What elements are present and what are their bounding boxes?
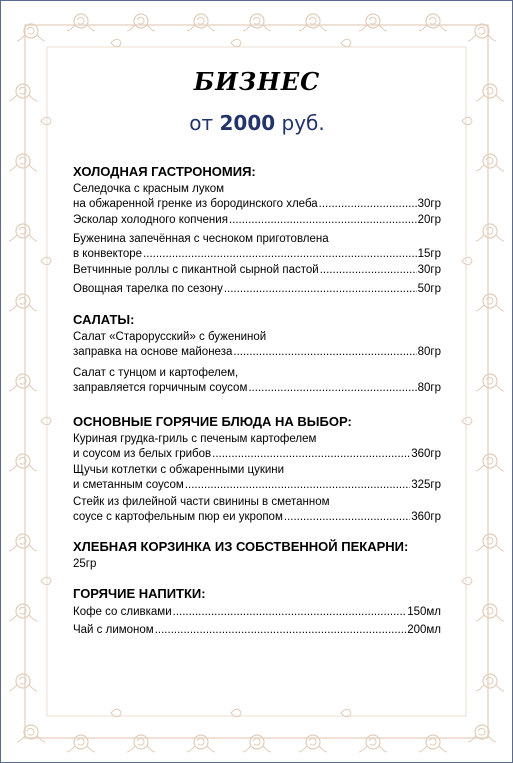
section-title-hot-drinks: ГОРЯЧИЕ НАПИТКИ: — [73, 586, 206, 601]
menu-item — [73, 213, 441, 228]
item-amount: 150мл — [407, 606, 441, 618]
item-amount: 80гр — [417, 382, 441, 394]
item-amount: 325гр — [411, 479, 441, 491]
section-title-cold: ХОЛОДНАЯ ГАСТРОНОМИЯ: — [73, 164, 256, 179]
menu-item — [73, 263, 441, 278]
menu-price — [73, 111, 441, 135]
section-title-hot-mains: ОСНОВНЫЕ ГОРЯЧИЕ БЛЮДА НА ВЫБОР: — [73, 414, 352, 429]
item-line2: Ветчинные роллы с пикантной сырной пастой — [73, 264, 319, 276]
item-line2: соусе с картофельным пюр еи укропом — [73, 511, 283, 523]
item-line2: Овощная тарелка по сезону — [73, 283, 223, 295]
item-amount: 15гр — [417, 248, 441, 260]
menu-item — [73, 432, 441, 462]
menu-title: БИЗНЕС — [193, 67, 321, 96]
menu-item — [73, 463, 441, 493]
item-amount: 20гр — [417, 214, 441, 226]
item-amount: 200мл — [407, 624, 441, 636]
menu-item — [73, 495, 441, 525]
menu-item — [73, 366, 441, 396]
dot-leader — [248, 381, 416, 396]
item-line2: заправка на основе майонеза — [73, 346, 233, 358]
dot-leader — [155, 623, 406, 638]
menu-item — [73, 330, 441, 360]
item-line2: Эсколар холодного копчения — [73, 214, 228, 226]
item-amount: 30гр — [417, 264, 441, 276]
dot-leader — [233, 345, 416, 360]
menu-item — [73, 282, 441, 297]
price-prefix: от — [189, 111, 220, 135]
item-amount: 50гр — [417, 283, 441, 295]
item-line2: и соусом из белых грибов — [73, 448, 212, 460]
section-title-bread: ХЛЕБНАЯ КОРЗИНКА ИЗ СОБСТВЕННОЙ ПЕКАРНИ: — [73, 539, 409, 554]
dot-leader — [284, 510, 410, 525]
item-amount: 30гр — [417, 198, 441, 210]
item-amount: 360гр — [411, 511, 441, 523]
dot-leader — [185, 478, 410, 493]
dot-leader — [320, 263, 417, 278]
menu-item — [73, 232, 441, 262]
dot-leader — [173, 605, 407, 620]
item-line2: заправляется горчичным соусом — [73, 382, 248, 394]
item-line1: Буженина запечённая с чесноком приготовлена — [73, 233, 329, 245]
dot-leader — [143, 247, 417, 262]
dot-leader — [319, 197, 417, 212]
menu-item — [73, 623, 441, 638]
item-line2: Кофе со сливками — [73, 606, 172, 618]
item-line1: Салат «Старорусский» с бужениной — [73, 331, 267, 343]
menu-item — [73, 605, 441, 620]
item-line2: Чай с лимоном — [73, 624, 154, 636]
price-value: 2000 — [219, 111, 276, 135]
item-line1: Салат с тунцом и картофелем, — [73, 367, 239, 379]
item-line1: Стейк из филейной части свинины в сметанном — [73, 496, 330, 508]
item-line1: Куриная грудка-гриль с печеным картофелем — [73, 433, 317, 445]
dot-leader — [229, 213, 417, 228]
bread-amount: 25гр — [73, 558, 97, 570]
item-line2: на обжаренной гренке из бородинского хлеба — [73, 198, 318, 210]
menu-item — [73, 182, 441, 212]
section-title-salads: САЛАТЫ: — [73, 312, 135, 327]
item-amount: 360гр — [411, 448, 441, 460]
item-line1: Щучьи котлетки с обжаренными цукини — [73, 464, 285, 476]
price-suffix: руб. — [275, 111, 325, 135]
item-line1: Селедочка с красным луком — [73, 183, 225, 195]
item-line2: в конвекторе — [73, 248, 143, 260]
dot-leader — [224, 282, 417, 297]
item-line2: и сметанным соусом — [73, 479, 184, 491]
dot-leader — [212, 447, 410, 462]
item-amount: 80гр — [417, 346, 441, 358]
